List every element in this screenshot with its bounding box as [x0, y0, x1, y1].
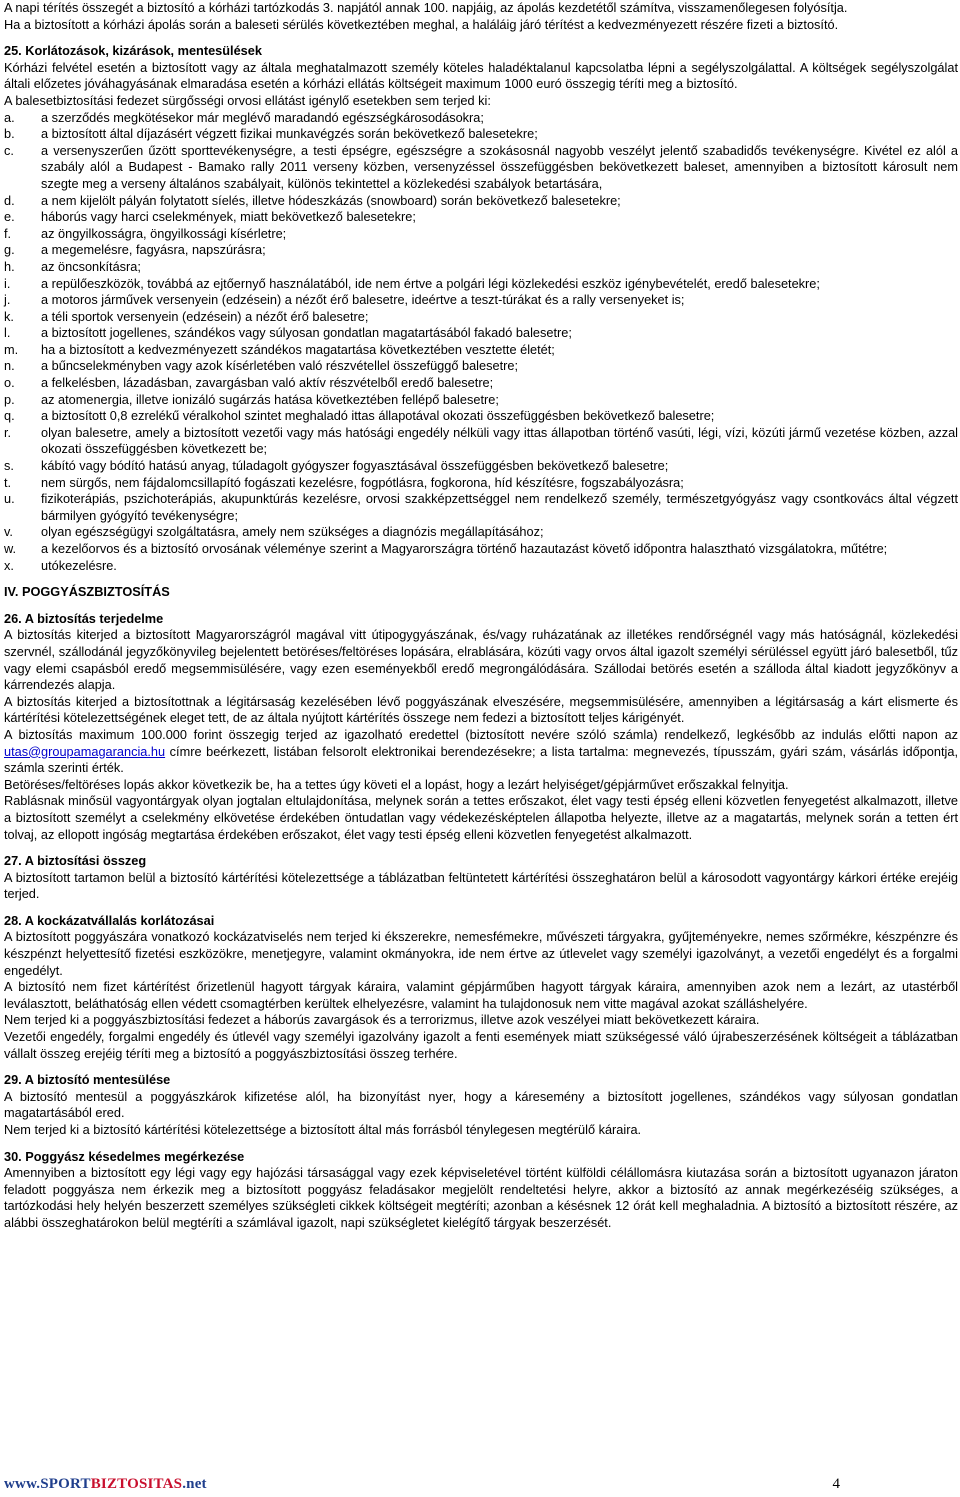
list-item: [4, 558, 958, 575]
email-link[interactable]: utas@groupamagarancia.hu: [4, 743, 166, 759]
section-27-paragraph-1: A biztosított tartamon belül a biztosító kártérítési kötelezettsége a táblázatban feltüntetett kártérítési összeghatáron belül a károsodott vagyontárgy kárkori értéke erejéig terjed.: [4, 869, 958, 902]
list-item-letter: h.: [4, 258, 15, 274]
list-item-letter: b.: [4, 126, 15, 142]
list-item-letter: d.: [4, 192, 15, 208]
list-item-letter: i.: [4, 275, 11, 291]
list-item-text: a biztosított 0,8 ezrelékű véralkohol szintet meghaladó ittas állapotával okozati összefüggésben bekövetkező balesetre;: [41, 408, 715, 424]
section-29-paragraph-1: A biztosító mentesül a poggyászkárok kifizetése alól, ha bizonyítást nyer, hogy a káresemény a biztosított jogellenes, szándékos vagy súlyosan gondatlan magatartásából ered.: [4, 1088, 958, 1121]
list-item-text: a motoros járművek versenyein (edzésein) a nézőt érő balesetre, ideértve a teszt-túrákat és a rally versenyeket is;: [41, 292, 685, 308]
list-item-text: olyan balesetre, amely a biztosított vezetői vagy más hatósági engedély nélküli vagy ittas állapotban történő vasúti, légi, vízi, közúti jármű vezetése közben, azzal okozati összefüggésben következett be;: [41, 424, 958, 457]
list-item-text: fizikoterápiás, pszichoterápiás, akupunktúrás kezelésre, orvosi szakképzettséggel nem rendelkező személy, természetgyógyász vagy csontkovács által végzett bármilyen gyógyító tevékenységre;: [41, 491, 958, 523]
spacer: [4, 1062, 958, 1072]
section-28-title: 28. A kockázatvállalás korlátozásai: [4, 912, 215, 928]
spacer: [4, 903, 958, 913]
list-item-letter: l.: [4, 325, 11, 341]
list-item: [4, 309, 958, 326]
list-item-text: a biztosított által díjazásért végzett fizikai munkavégzés során bekövetkező balesetekre;: [41, 126, 538, 142]
section-28-paragraph-4: Vezetői engedély, forgalmi engedély és útlevél vagy személyi igazolvány igazolt a fenti események miatt szükségessé váló újrabeszerzésének költségeit a táblázatban vállalt összeg erejéig téríti meg a biztosító a poggyászbiztosítási összeg terhére.: [4, 1029, 958, 1061]
list-item-text: a versenyszerűen űzött sporttevékenységre, a testi épségre, egészségre a szokásosnál nagyobb veszélyt jelentő szabadidős tevékenységre. Kivétel ez alól a szabály alól a Budapest - Bamako rally 2011 verseny közben, versenyzéssel összefüggésben bekövetkezett baleset, amennyiben a biztosított károsult nem szegte meg a verseny általános szabályait, különös tekintettel a közlekedési szabályok betartására,: [41, 142, 958, 191]
document-page: [4, 0, 958, 1232]
list-item-text: háborús vagy harci cselekmények, miatt bekövetkező balesetekre;: [41, 209, 416, 225]
list-item-text: a repülőeszközök, továbbá az ejtőernyő használatából, ide nem értve a polgári légi közlekedési eszköz igénybevételét, eredő balesetekre;: [41, 275, 820, 291]
list-item: [4, 491, 958, 524]
list-item-letter: p.: [4, 391, 15, 407]
footer-website-link[interactable]: [4, 1476, 207, 1493]
section-28-paragraph-1: A biztosított poggyászára vonatkozó kockázatviselés nem terjed ki ékszerekre, nemesfémekre, művészeti tárgyakra, gyűjteményekre, nemes szőrmékre, készpénzre és készpénzt helyettesítő fizetési eszközökre, menetjegyre, valamint okmányokra, ide nem értve az útlevelet vagy személyi igazolványt, a vezetői engedélyt és a forgalmi engedélyt.: [4, 929, 958, 978]
list-item-text: a megemelésre, fagyásra, napszúrásra;: [41, 242, 266, 258]
list-item-letter: q.: [4, 408, 15, 424]
section-26-paragraph-4: Betöréses/feltöréses lopás akkor következik be, ha a tettes úgy követi el a lopást, hogy a lezárt helyiséget/gépjárművet erőszakkal felnyitja.: [4, 776, 789, 792]
list-item: [4, 143, 958, 193]
spacer: [4, 574, 958, 584]
list-item-text: a bűncselekményben vagy azok kísérletében való részvétellel összefüggő balesetre;: [41, 358, 518, 374]
list-item-text: a kezelőorvos és a biztosító orvosának véleménye szerint a Magyarországra történő hazautazást követő időpontra halasztható vizsgálatokra, műtétre;: [41, 541, 888, 556]
section-29-paragraph-2: Nem terjed ki a biztosító kártérítési kötelezettsége a biztosított által más forrásból ténylegesen megtérülő káraira.: [4, 1122, 642, 1137]
list-item-text: az öngyilkosságra, öngyilkossági kísérletre;: [41, 225, 287, 241]
list-item-letter: s.: [4, 458, 14, 474]
section-26-paragraph-2: A biztosítás kiterjed a biztosítottnak a légitársaság kezelésében lévő poggyászának elveszésére, megsemmisülésére, amennyiben a légitársaság a kárt elismerte és kártérítési kötelezettségének eleget tett, de az általa nyújtott kártérítés összege nem fedezi a biztosított teljes kárigényét.: [4, 693, 958, 726]
list-item-text: nem sürgős, nem fájdalomcsillapító fogászati kezelésre, fogpótlásra, fogkorona, híd készítésre, fogszabályozásra;: [41, 474, 684, 490]
section-28-paragraph-3: Nem terjed ki a poggyászbiztosítási fedezet a háborús zavargások és a terrorizmus, illetve azok veszélyei miatt bekövetkezett káraira.: [4, 1012, 760, 1028]
list-item: [4, 425, 958, 458]
section-27-title: 27. A biztosítási összeg: [4, 853, 147, 869]
intro-paragraph-2: Ha a biztosított a kórházi ápolás során a baleseti sérülés következtében meghal, a haláláig járó térítést a kedvezményezett részére fizeti a biztosító.: [4, 16, 839, 32]
brand-prefix: www.SPORT: [4, 1476, 91, 1492]
section-25-paragraph-1: Kórházi felvétel esetén a biztosított vagy az általa meghatalmazott személy köteles haladéktalanul kapcsolatba lépni a segélyszolgálattal. A költségek segélyszolgálat általi előzetes jóváhagyásának elmaradása esetén a kórházi ellátás költségeit maximum 1000 euró összegig téríti meg a biztosító.: [4, 59, 958, 92]
list-item-letter: c.: [4, 142, 14, 158]
list-item: [4, 475, 958, 492]
list-item-letter: a.: [4, 109, 15, 125]
page-footer: [4, 1476, 956, 1494]
section-26-paragraph-1: A biztosítás kiterjed a biztosított Magyarországról magával vitt útipogygyászának, és/vagy ruházatának az illetékes rendőrségnél vagy más hatóságnál, közlekedési szervnél, szállodánál jegyzőkönyvileg bejelentett betöréses/feltöréses lopására, elrablására, közúti vagy orvos által igazolt személyi sérüléssel együtt járó balesetből, tűz vagy elemi csapásból eredő megsemmisülésére, vagy ezen eseményekből eredő megrongálódására. Szállodai betörés esetén a szálloda által kiadott jegyzőkönyv a kárrendezés alapja.: [4, 627, 958, 693]
list-item: [4, 126, 958, 143]
brand-highlight: BIZTOSITAS: [90, 1476, 183, 1492]
section-25-paragraph-2: A balesetbiztosítási fedezet sürgősségi orvosi ellátást igénylő esetekben sem terjed ki:: [4, 92, 491, 108]
list-item: [4, 541, 958, 558]
list-item-text: kábító vagy bódító hatású anyag, túladagolt gyógyszer fogyasztásával összefüggésben bekövetkező balesetre;: [41, 458, 669, 474]
list-item: [4, 110, 958, 127]
section-26-title: 26. A biztosítás terjedelme: [4, 610, 164, 626]
list-item: [4, 226, 958, 243]
list-item-text: a biztosított jogellenes, szándékos vagy súlyosan gondatlan magatartásából fakadó balesetre;: [41, 325, 572, 341]
list-item-text: a felkelésben, lázadásban, zavargásban való aktív részvételből eredő balesetre;: [41, 375, 494, 391]
list-item-letter: k.: [4, 308, 14, 324]
exclusion-list: [4, 110, 958, 575]
spacer: [4, 843, 958, 853]
list-item-text: utókezelésre.: [41, 557, 117, 573]
list-item-letter: w.: [4, 541, 17, 556]
section-26-paragraph-5: Rablásnak minősül vagyontárgyak olyan jogtalan eltulajdonítása, melynek során a tettes erőszakot, élet vagy testi épség elleni közvetlen fenyegetést alkalmazott, illetve a biztosított személyt a cselekmény elkövetése érdekében öntudatlan vagy védekezésképtelen állapotba helyezte, illetve az a magatartás, melynek során a tetten ért tolvaj, az ellopott ingóság megtartása érdekében erőszakot, élet vagy testi épség elleni közvetlen fenyegetést alkalmazott.: [4, 793, 958, 842]
list-item-letter: f.: [4, 225, 12, 241]
list-item-letter: o.: [4, 375, 15, 391]
section-26-paragraph-3-end: címre beérkezett, listában felsorolt elektronikai berendezésekre; a lista tartalma: megnevezés, típusszám, gyári szám, vásárlás időpontja, számla szerinti érték.: [4, 743, 958, 776]
list-item: [4, 358, 958, 375]
list-item-letter: e.: [4, 209, 15, 225]
list-item-letter: v.: [4, 524, 13, 540]
section-26-paragraph-3-start: A biztosítás maximum 100.000 forint összegig terjed az igazolható eredettel (biztosított nevére szóló számla) rendelkező, legkésőbb az indulás előtti napon az: [4, 726, 958, 742]
spacer: [4, 1139, 958, 1149]
list-item-letter: m.: [4, 341, 19, 357]
section-29-title: 29. A biztosító mentesülése: [4, 1072, 171, 1088]
list-item-text: a szerződés megkötésekor már meglévő maradandó egészségkárosodásokra;: [41, 109, 484, 125]
list-item: [4, 193, 958, 210]
list-item-letter: t.: [4, 474, 12, 490]
list-item: [4, 242, 958, 259]
list-item-text: az atomenergia, illetve ionizáló sugárzás hatása következtében fellépő balesetre;: [41, 391, 499, 407]
list-item: [4, 209, 958, 226]
section-26-paragraph-3: [4, 727, 958, 777]
list-item-text: az öncsonkításra;: [41, 258, 141, 274]
list-item-letter: r.: [4, 424, 12, 440]
list-item: [4, 458, 958, 475]
section-25-title: 25. Korlátozások, kizárások, mentesülések: [4, 43, 262, 59]
list-item-text: a nem kijelölt pályán folytatott síelés, illetve hódeszkázás (snowboard) során bekövetkező balesetekre;: [41, 192, 621, 208]
list-item-text: a téli sportok versenyein (edzésein) a nézőt érő balesetre;: [41, 308, 369, 324]
section-28-paragraph-2: A biztosító nem fizet kártérítést őrizetlenül hagyott tárgyak káraira, valamint gépjárműben hagyott tárgyak káraira, amennyiben azok nem a lezárt, az utastérből leválasztott, beláthatóság ellen védett csomagtérben kerültek elhelyezésre, valamint ha tulajdonosuk nem vitte magával azokat szálláshelyére.: [4, 979, 958, 1011]
list-item-letter: x.: [4, 557, 14, 573]
list-item: [4, 292, 958, 309]
page-number: 4: [832, 1476, 840, 1492]
part-4-title: IV. POGGYÁSZBIZTOSÍTÁS: [4, 584, 170, 600]
list-item: [4, 375, 958, 392]
list-item-text: ha a biztosított a kedvezményezett szándékos magatartása következtében vesztette életét;: [41, 341, 555, 357]
section-30-title: 30. Poggyász késedelmes megérkezése: [4, 1148, 245, 1164]
section-30-paragraph-1: Amennyiben a biztosított egy légi vagy egy hajózási társasággal vagy ezek képviseletével történt külföldi célállomásra kiutazása során a biztosított ugyanazon járaton feladott poggyásza nem érkezik meg a biztosított poggyász feladásakor megjelölt rendeltetési helyre, akkor a biztosító az annak megérkezéséig szükséges, a tartózkodási hely helyén beszerzett személyes szükségleti cikkek költségeit megtéríti; azonban a késésnek 12 órát kell meghaladnia. A biztosító a biztosított részére, az alábbi összeghatárokon belül megtéríti a számlával igazolt, napi szükségletet kielégítő tárgyak beszerzését.: [4, 1165, 958, 1230]
list-item: [4, 408, 958, 425]
list-item-letter: n.: [4, 358, 15, 374]
spacer: [4, 33, 958, 43]
list-item: [4, 342, 958, 359]
list-item: [4, 276, 958, 293]
list-item-letter: j.: [4, 292, 11, 308]
list-item: [4, 392, 958, 409]
list-item: [4, 524, 958, 541]
list-item-text: olyan egészségügyi szolgáltatásra, amely nem szükséges a diagnózis megállapításához;: [41, 524, 544, 540]
list-item-letter: u.: [4, 491, 15, 507]
intro-paragraph-1: A napi térítés összegét a biztosító a kórházi tartózkodás 3. napjától annak 100. napjáig, az ápolás kezdetétől számítva, visszamenőlegesen folyósítja.: [4, 0, 848, 15]
brand-suffix: .net: [182, 1476, 207, 1492]
spacer: [4, 601, 958, 611]
list-item-letter: g.: [4, 242, 15, 258]
list-item: [4, 259, 958, 276]
list-item: [4, 325, 958, 342]
